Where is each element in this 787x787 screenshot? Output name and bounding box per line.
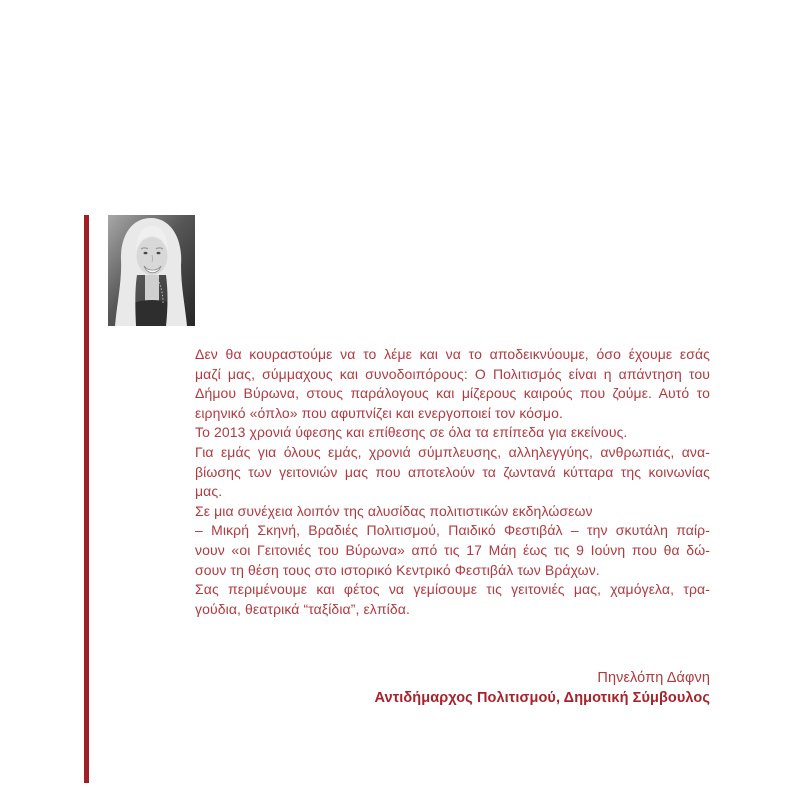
letter-line: νουν «οι Γειτονιές του Βύρωνα» από τις 17 Μάη έως τις 9 Ιούνη που θα δώ- — [195, 541, 710, 558]
left-red-rule — [84, 215, 89, 783]
letter-line: μας. — [195, 483, 223, 500]
letter-line: ειρηνικό «όπλο» που αφυπνίζει και ενεργοποιεί τον κόσμο. — [195, 404, 563, 421]
portrait-photo-graphic — [108, 215, 195, 326]
letter-line: γούδια, θεατρικά “ταξίδια”, ελπίδα. — [195, 600, 410, 617]
letter-line: μαζί μας, σύμμαχους και συνοδοιπόρους: Ο Πολιτισμός είναι η απάντηση του — [195, 365, 710, 382]
letter-line: Σας περιμένουμε και φέτος να γεμίσουμε τις γειτονιές μας, χαμόγελα, τρα- — [195, 581, 710, 598]
signature-name: Πηνελόπη Δάφνη — [597, 670, 710, 686]
letter-body — [195, 345, 710, 619]
letter-line: – Μικρή Σκηνή, Βραδιές Πολιτισμού, Παιδικό Φεστιβάλ – την σκυτάλη παίρ- — [195, 522, 710, 539]
letter-line: Δήμου Βύρωνα, στους παράλογους και μίζερους καιρούς που ζούμε. Αυτό το — [195, 385, 710, 402]
letter-line: Σε μια συνέχεια λοιπόν της αλυσίδας πολιτιστικών εκδηλώσεων — [195, 502, 593, 519]
signature-title: Αντιδήμαρχος Πολιτισμού, Δημοτική Σύμβουλος — [374, 689, 710, 706]
signature-block — [195, 669, 710, 708]
letter-line: βίωσης των γειτονιών μας που αποτελούν τα ζωντανά κύτταρα της κοινωνίας — [195, 463, 710, 480]
portrait-photo — [108, 215, 195, 326]
letter-line: σουν τη θέση τους στο ιστορικό Κεντρικό Φεστιβάλ των Βράχων. — [195, 561, 600, 578]
letter-line: Το 2013 χρονιά ύφεσης και επίθεσης σε όλα τα επίπεδα για εκείνους. — [195, 424, 628, 441]
letter-line: Για εμάς για όλους εμάς, χρονιά σύμπλευσης, αλληλεγγύης, ανθρωπιάς, ανα- — [195, 443, 710, 460]
letter-line: Δεν θα κουραστούμε να το λέμε και να το αποδεικνύουμε, όσο έχουμε εσάς — [195, 346, 710, 362]
